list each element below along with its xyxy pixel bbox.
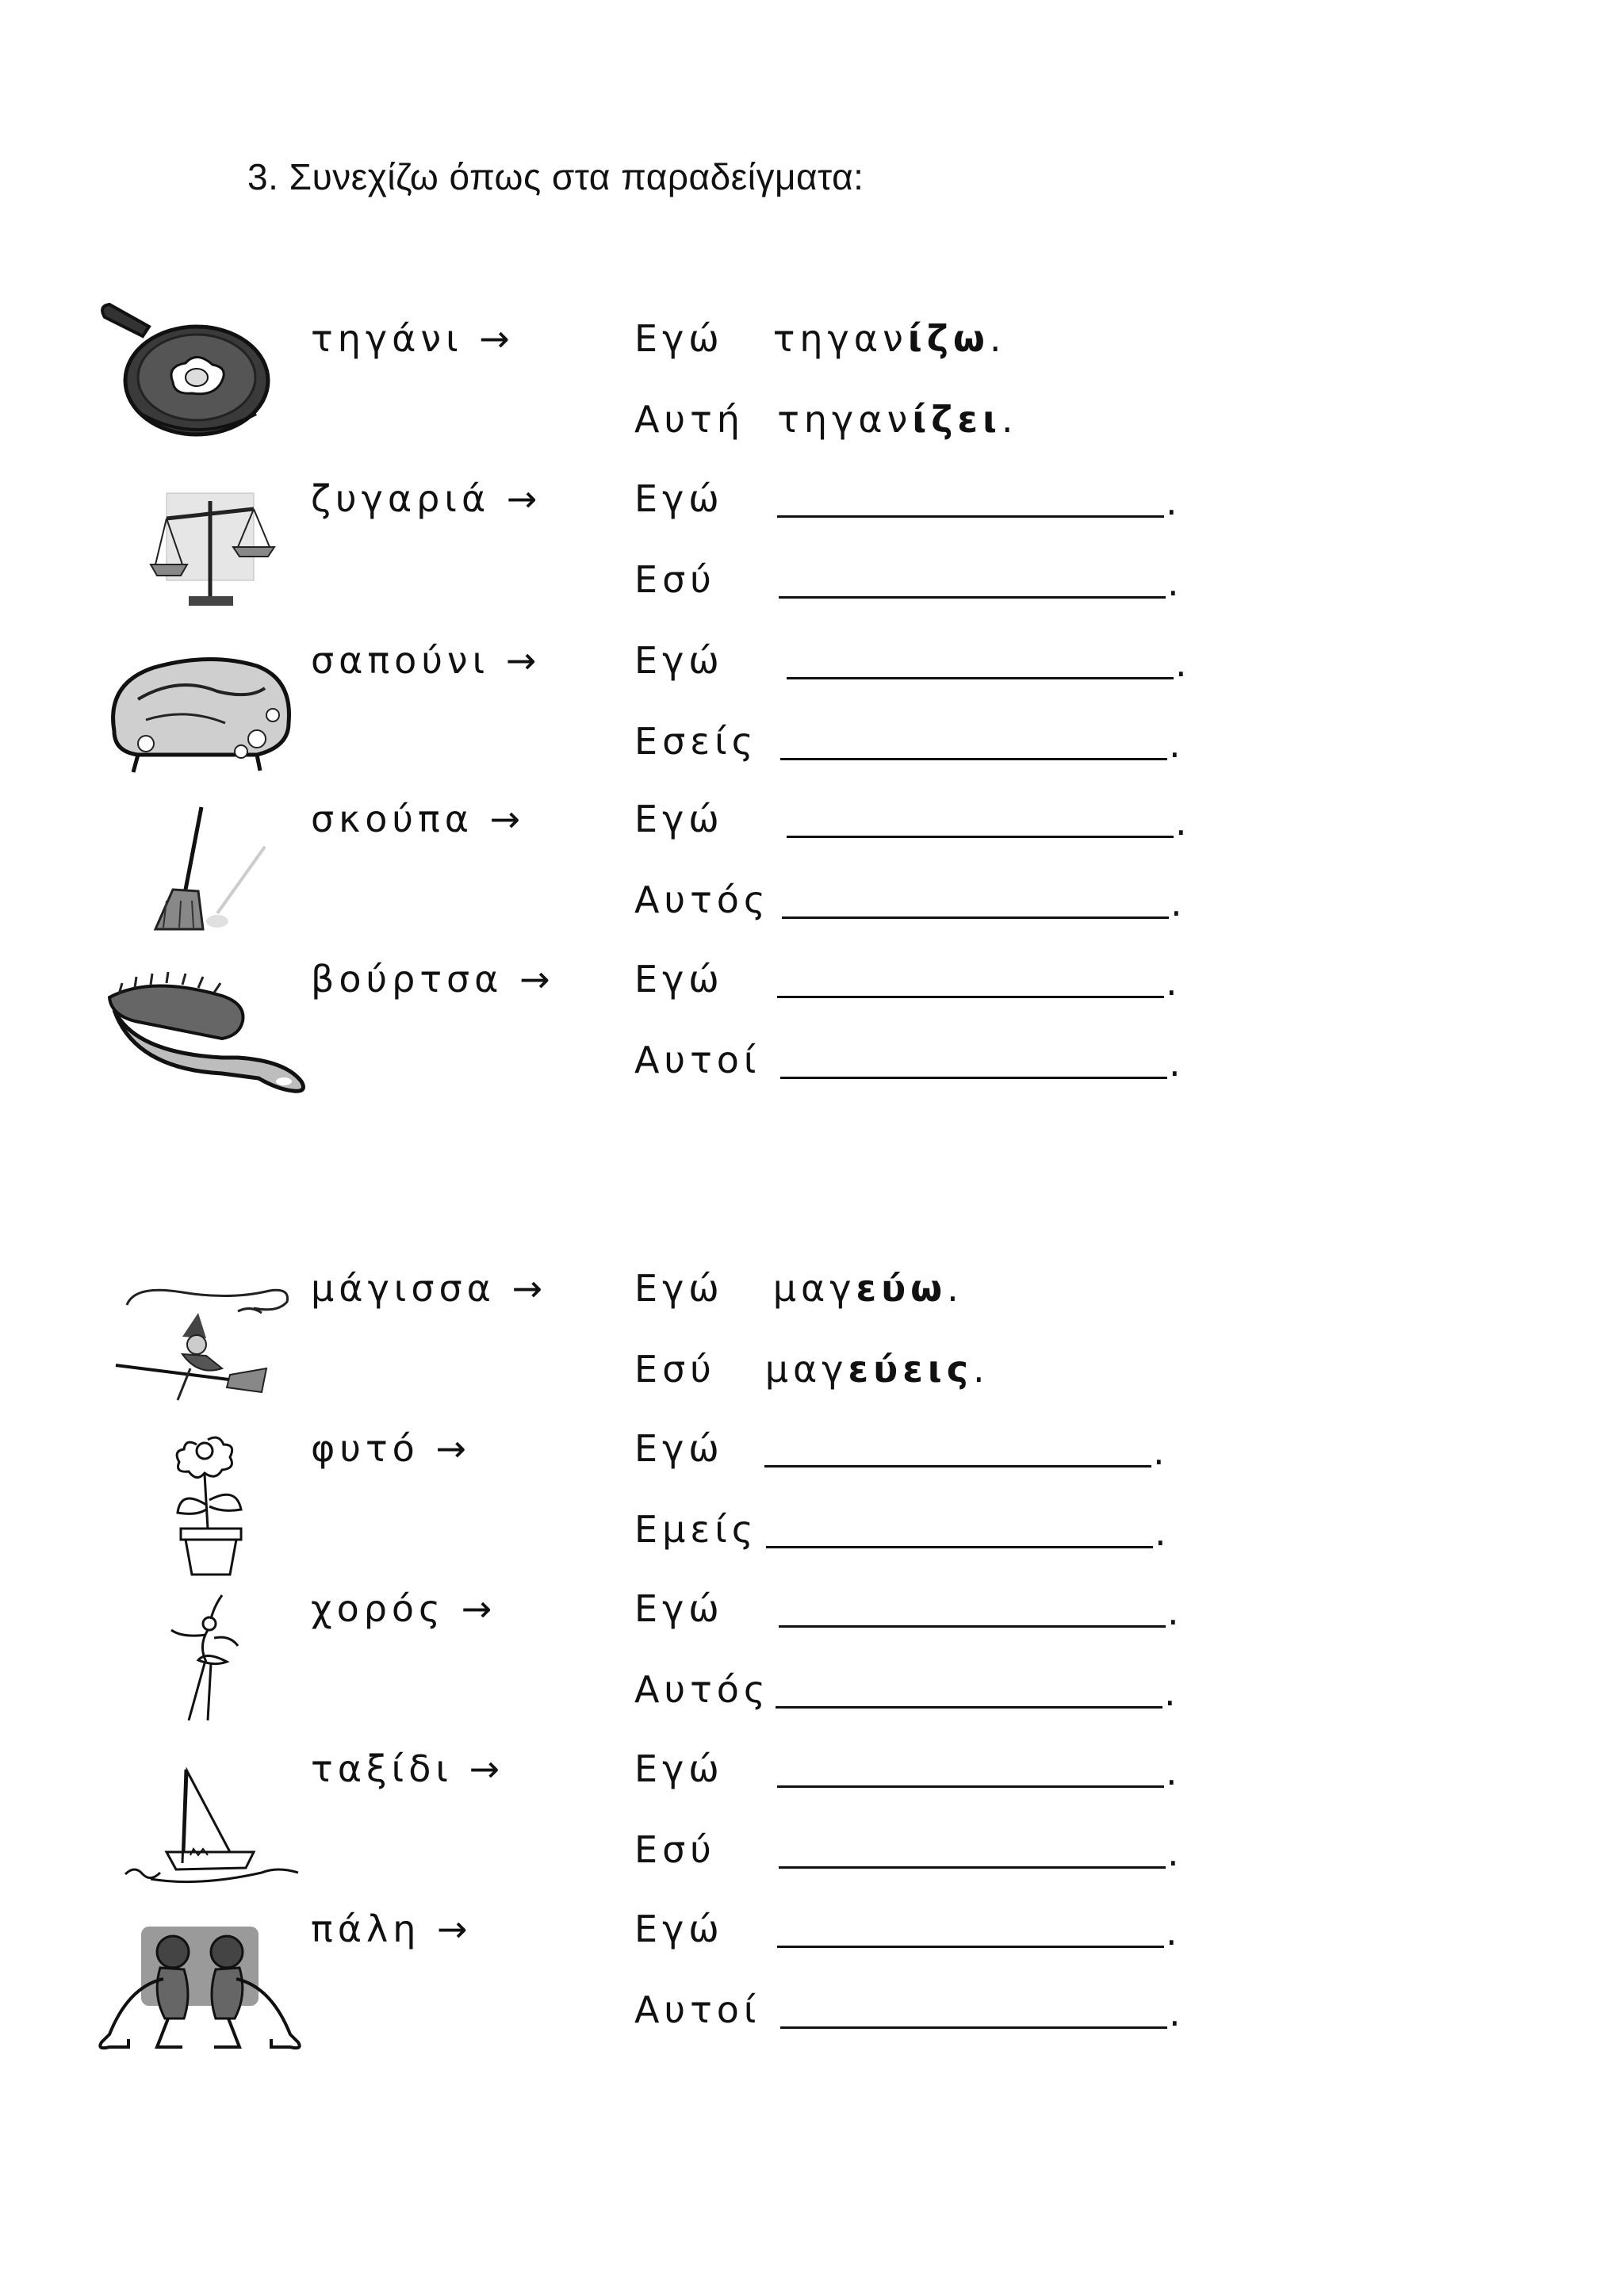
brush-icon — [103, 966, 311, 1100]
answer-blank[interactable] — [782, 916, 1169, 919]
noun-label: χορός — [311, 1587, 446, 1630]
answer-blank[interactable] — [777, 996, 1164, 998]
answer-blank[interactable] — [787, 677, 1174, 679]
pronoun-label: Αυτοί — [634, 1039, 761, 1081]
pronoun-label: Εγώ — [634, 1587, 724, 1630]
pronoun-label: Εσύ — [634, 558, 716, 601]
arrow-icon: → — [489, 798, 526, 840]
answer-blank[interactable] — [779, 596, 1166, 599]
example-answer: Εγώ μαγεύω. — [634, 1267, 963, 1310]
pronoun-label: Εμείς — [634, 1508, 758, 1551]
pronoun-label: Εσείς — [634, 720, 758, 763]
arrow-icon: → — [469, 1747, 505, 1790]
answer-blank[interactable] — [779, 1866, 1166, 1869]
arrow-icon: → — [437, 1908, 473, 1950]
broom-icon — [146, 802, 273, 937]
soap-icon — [98, 644, 297, 779]
sailboat-icon — [119, 1763, 301, 1887]
noun-label: βούρτσα — [311, 958, 504, 1001]
arrow-icon: → — [479, 317, 515, 360]
pronoun-label: Εγώ — [634, 639, 724, 682]
arrow-icon: → — [435, 1427, 471, 1470]
pronoun-label: Εγώ — [634, 1908, 724, 1950]
noun-label: σκούπα — [311, 798, 474, 840]
noun-label: ταξίδι — [311, 1747, 453, 1790]
noun-label: φυτό — [311, 1427, 419, 1470]
exercise-title: 3. Συνεχίζω όπως στα παραδείγματα: — [247, 156, 864, 197]
pronoun-label: Εγώ — [634, 1747, 724, 1790]
pronoun-label: Αυτός — [634, 878, 770, 921]
pronoun-label: Εγώ — [634, 798, 724, 840]
pronoun-label: Εγώ — [634, 1427, 724, 1470]
example-answer: Αυτή τηγανίζει. — [634, 398, 1018, 441]
pronoun-label: Εγώ — [634, 958, 724, 1001]
noun-label: μάγισσα — [311, 1267, 496, 1310]
scale-icon — [143, 485, 278, 612]
answer-blank[interactable] — [776, 1706, 1162, 1709]
answer-blank[interactable] — [779, 1625, 1166, 1628]
answer-blank[interactable] — [780, 1077, 1167, 1079]
flower-pot-icon — [165, 1433, 252, 1579]
answer-blank[interactable] — [787, 836, 1174, 838]
witch-icon — [111, 1281, 295, 1408]
example-answer: Εσύ μαγεύεις. — [634, 1348, 990, 1391]
answer-blank[interactable] — [780, 758, 1167, 760]
pronoun-label: Εγώ — [634, 477, 724, 520]
answer-blank[interactable] — [766, 1546, 1153, 1548]
arrow-icon: → — [505, 639, 542, 682]
answer-blank[interactable] — [764, 1465, 1151, 1468]
answer-blank[interactable] — [777, 1785, 1164, 1788]
arrow-icon: → — [506, 477, 542, 520]
noun-label: σαπούνι — [311, 639, 490, 682]
noun-label: τηγάνι — [311, 317, 463, 360]
dancer-icon — [167, 1590, 246, 1725]
arrow-icon: → — [519, 958, 555, 1001]
arrow-icon: → — [461, 1587, 497, 1630]
answer-blank[interactable] — [777, 1946, 1164, 1948]
pronoun-label: Εσύ — [634, 1828, 716, 1871]
pronoun-label: Αυτοί — [634, 1988, 761, 2031]
arrow-icon: → — [511, 1267, 548, 1310]
pronoun-label: Αυτός — [634, 1668, 770, 1711]
answer-blank[interactable] — [777, 515, 1164, 518]
noun-label: πάλη — [311, 1908, 421, 1950]
frying-pan-icon — [94, 295, 276, 446]
example-answer: Εγώ τηγανίζω. — [634, 317, 1006, 360]
answer-blank[interactable] — [780, 2026, 1167, 2029]
wrestlers-icon — [97, 1923, 303, 2050]
noun-label: ζυγαριά — [311, 477, 491, 520]
